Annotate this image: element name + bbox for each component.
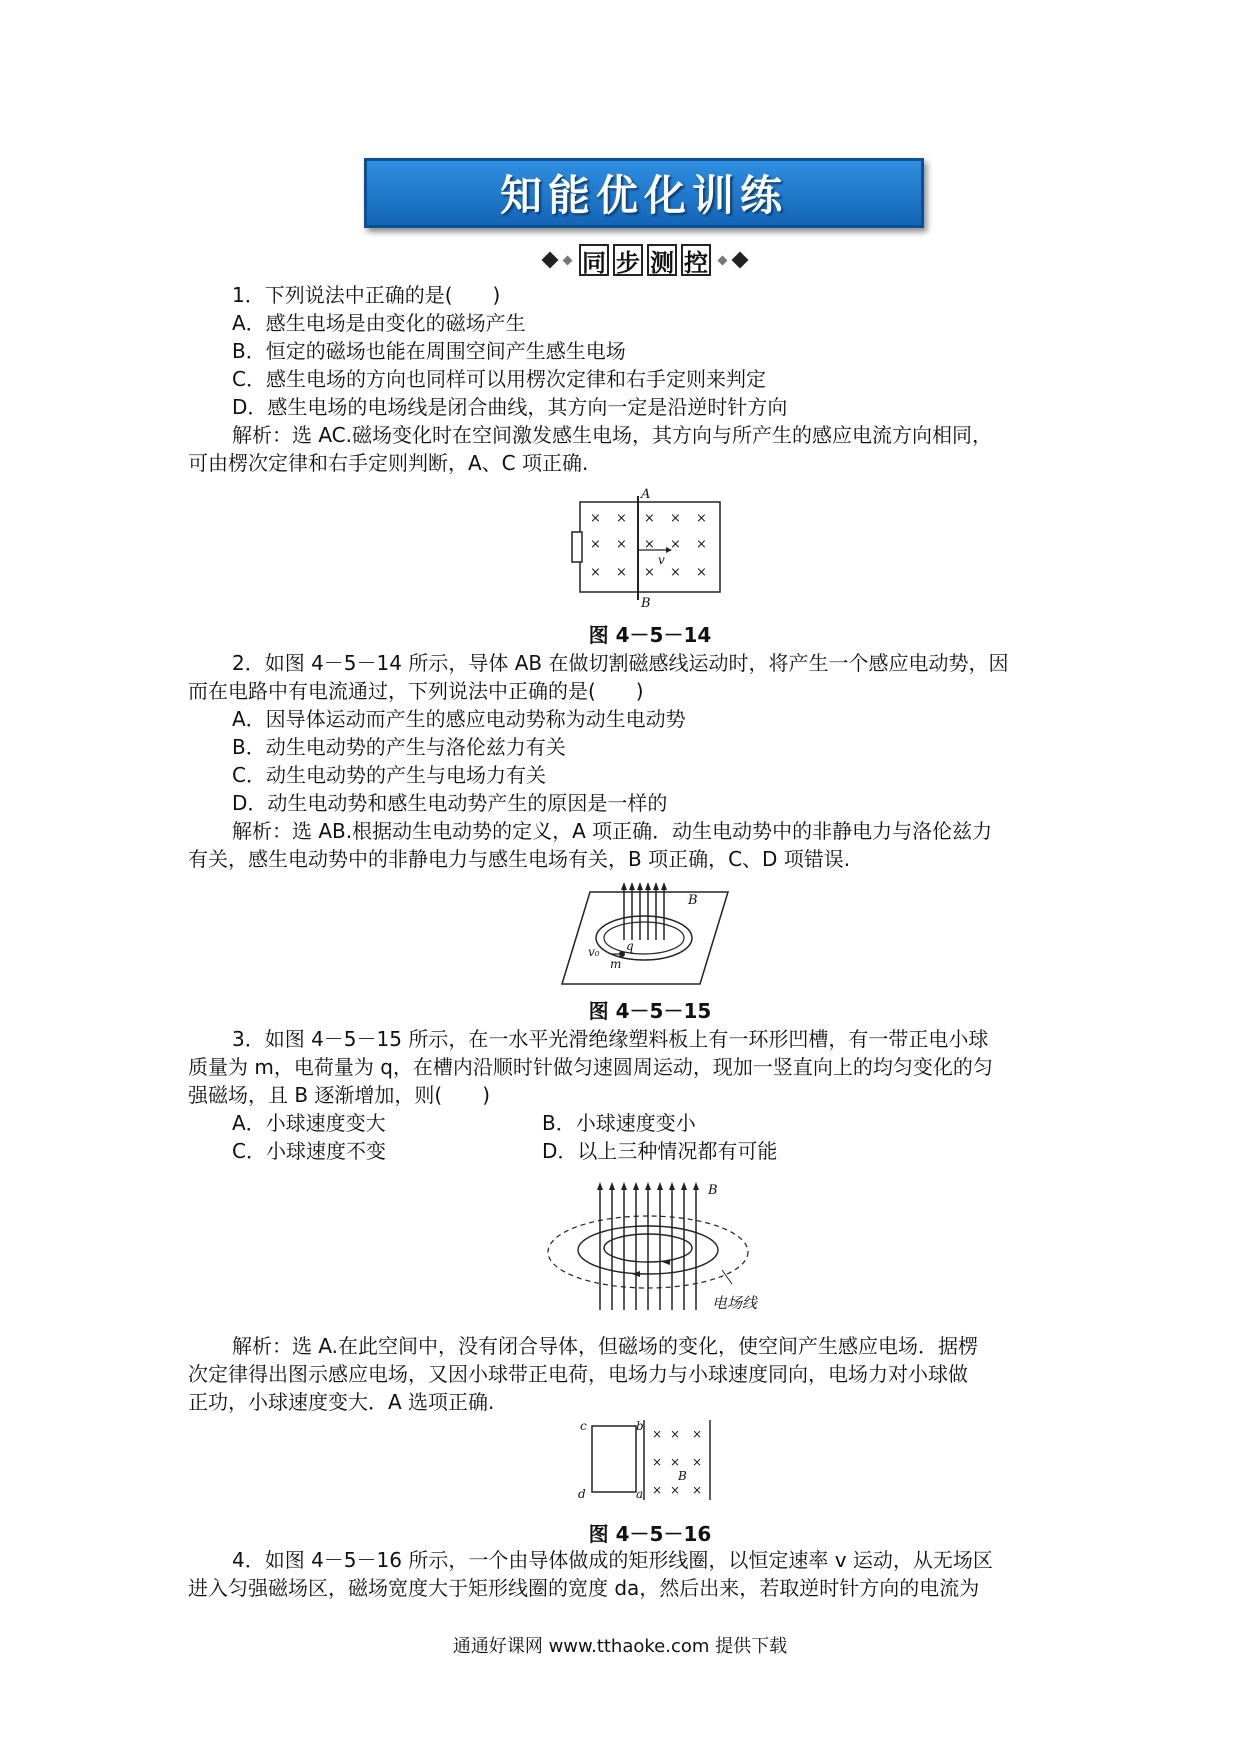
svg-text:×: × xyxy=(644,511,655,526)
question-1-analysis-cont: 可由楞次定律和右手定则判断，A、C 项正确. xyxy=(188,451,589,475)
svg-text:×: × xyxy=(670,1427,681,1441)
svg-text:×: × xyxy=(644,565,655,580)
svg-text:×: × xyxy=(590,511,601,526)
diamond-icon xyxy=(718,255,728,265)
fig15-label-v0: v₀ xyxy=(588,945,600,959)
question-2-analysis-cont: 有关，感生电动势中的非静电力与感生电场有关，B 项正确，C、D 项错误. xyxy=(188,847,851,871)
figure-4-5-16-caption: 图 4－5－16 xyxy=(588,1522,712,1546)
fig15-label-q: q xyxy=(626,939,634,953)
question-2-option-c: C．动生电动势的产生与电场力有关 xyxy=(232,763,546,787)
question-4-stem: 4．如图 4－5－16 所示，一个由导体做成的矩形线圈，以恒定速率 v 运动，从无场区 xyxy=(232,1548,993,1572)
figure-electric-field xyxy=(536,1180,796,1316)
diamond-icon xyxy=(732,252,749,269)
svg-text:×: × xyxy=(590,537,601,552)
svg-text:×: × xyxy=(590,565,601,580)
svg-text:×: × xyxy=(696,511,707,526)
fig14-label-b: B xyxy=(641,596,651,608)
question-3-analysis-cont: 次定律得出图示感应电场，又因小球带正电荷，电场力与小球速度同向，电场力对小球做 xyxy=(188,1362,968,1386)
subtitle-char: 控 xyxy=(681,244,711,276)
banner-title: 知能优化训练 xyxy=(499,171,788,220)
question-3-option-b: B．小球速度变小 xyxy=(542,1111,696,1135)
svg-text:×: × xyxy=(692,1427,703,1441)
svg-text:×: × xyxy=(670,511,681,526)
question-2-option-a: A．因导体运动而产生的感应电动势称为动生电动势 xyxy=(232,707,686,731)
svg-text:×: × xyxy=(652,1427,663,1441)
subtitle-chars xyxy=(579,244,711,276)
svg-text:×: × xyxy=(692,1455,703,1469)
question-1-analysis: 解析：选 AC.磁场变化时在空间激发感生电场，其方向与所产生的感应电流方向相同， xyxy=(232,423,993,447)
svg-text:×: × xyxy=(616,565,627,580)
svg-text:×: × xyxy=(696,565,707,580)
question-3-option-d: D．以上三种情况都有可能 xyxy=(542,1139,778,1163)
question-1-option-b: B．恒定的磁场也能在周围空间产生感生电场 xyxy=(232,339,626,363)
svg-text:×: × xyxy=(616,537,627,552)
question-1-option-a: A．感生电场是由变化的磁场产生 xyxy=(232,311,526,335)
diamond-icon xyxy=(563,255,573,265)
question-3-stem-cont: 强磁场，且 B 逐渐增加，则( ) xyxy=(188,1083,491,1107)
fig15-label-m: m xyxy=(610,957,622,971)
question-3-stem-cont: 质量为 m，电荷量为 q，在槽内沿顺时针做匀速圆周运动，现加一竖直向上的均匀变化的匀 xyxy=(188,1055,993,1079)
svg-text:×: × xyxy=(670,565,681,580)
fig16-label-b: b xyxy=(636,1419,644,1433)
field-label-lines: 电场线 xyxy=(712,1294,758,1312)
figure-4-5-16 xyxy=(574,1416,724,1506)
question-2-option-d: D．动生电动势和感生电动势产生的原因是一样的 xyxy=(232,791,668,815)
subtitle-char: 测 xyxy=(647,244,677,276)
fig15-label-b: B xyxy=(688,893,698,908)
fig16-label-a: a xyxy=(636,1487,644,1501)
svg-text:×: × xyxy=(644,537,655,552)
field-label-b: B xyxy=(708,1183,718,1198)
fig14-label-a: A xyxy=(641,487,651,502)
fig16-label-field: B xyxy=(678,1469,687,1483)
svg-text:×: × xyxy=(670,1455,681,1469)
question-3-analysis: 解析：选 A.在此空间中，没有闭合导体，但磁场的变化，使空间产生感应电场．据楞 xyxy=(232,1334,979,1358)
question-2-stem-cont: 而在电路中有电流通过，下列说法中正确的是( ) xyxy=(188,679,644,703)
svg-text:×: × xyxy=(696,537,707,552)
fig16-label-c: c xyxy=(580,1419,587,1433)
svg-text:×: × xyxy=(670,1483,681,1497)
svg-text:×: × xyxy=(670,537,681,552)
figure-4-5-15 xyxy=(560,880,730,990)
svg-text:×: × xyxy=(652,1483,663,1497)
svg-text:×: × xyxy=(652,1455,663,1469)
svg-text:×: × xyxy=(692,1483,703,1497)
figure-4-5-14-caption: 图 4－5－14 xyxy=(588,623,712,647)
question-3-option-a: A．小球速度变大 xyxy=(232,1111,386,1135)
question-2-stem: 2．如图 4－5－14 所示，导体 AB 在做切割磁感线运动时，将产生一个感应电动势，因 xyxy=(232,651,1009,675)
question-3-stem: 3．如图 4－5－15 所示，在一水平光滑绝缘塑料板上有一环形凹槽，有一带正电小球 xyxy=(232,1027,989,1051)
figure-4-5-15-caption: 图 4－5－15 xyxy=(588,999,712,1023)
question-4-stem-cont: 进入匀强磁场区，磁场宽度大于矩形线圈的宽度 da，然后出来，若取逆时针方向的电流为 xyxy=(188,1576,980,1600)
page-footer: 通通好课网 www.tthaoke.com 提供下载 xyxy=(452,1636,788,1657)
question-2-analysis: 解析：选 AB.根据动生电动势的定义，A 项正确．动生电动势中的非静电力与洛伦兹力 xyxy=(232,819,993,843)
subtitle-char: 同 xyxy=(579,244,609,276)
question-2-option-b: B．动生电动势的产生与洛伦兹力有关 xyxy=(232,735,566,759)
fig14-label-v: v xyxy=(658,553,665,567)
svg-text:×: × xyxy=(616,511,627,526)
question-3-option-c: C．小球速度不变 xyxy=(232,1139,386,1163)
section-subtitle xyxy=(500,240,790,280)
question-1-option-d: D．感生电场的电场线是闭合曲线，其方向一定是沿逆时针方向 xyxy=(232,395,788,419)
question-1-stem: 1．下列说法中正确的是( ) xyxy=(232,283,501,307)
fig16-label-d: d xyxy=(578,1487,586,1501)
diamond-icon xyxy=(542,252,559,269)
question-3-analysis-cont: 正功，小球速度变大．A 选项正确. xyxy=(188,1390,495,1414)
section-banner xyxy=(364,158,924,228)
question-1-option-c: C．感生电场的方向也同样可以用楞次定律和右手定则来判定 xyxy=(232,367,766,391)
subtitle-char: 步 xyxy=(613,244,643,276)
figure-4-5-14 xyxy=(570,486,730,608)
